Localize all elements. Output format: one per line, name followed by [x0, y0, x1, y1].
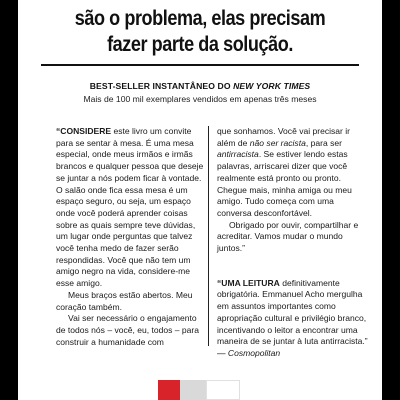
bestseller-title: BEST-SELLER INSTANTÂNEO DO NEW YORK TIMES: [89, 81, 311, 91]
review-lead: “UMA LEITURA: [217, 277, 280, 288]
bestseller-subtitle: Mais de 100 mil exemplares vendidos em apenas três meses: [83, 94, 317, 104]
quote-right-column: [208, 126, 369, 358]
barcode-grey-tab: [180, 380, 206, 400]
review-source: — Cosmopolitan: [217, 347, 281, 358]
quote-left-column: [56, 126, 208, 348]
quote-paragraph-2: Meus braços estão abertos. Meu coração também.: [56, 289, 193, 312]
barcode-white-tab: [206, 380, 240, 400]
bestseller-source: NEW YORK TIMES: [233, 81, 311, 91]
quote-paragraph-3: Vai ser necessário o engajamento de todos nós – você, eu, todos – para construir a humanidade com: [56, 313, 200, 347]
divider-rule: [41, 64, 359, 66]
quote-paragraph-4: que sonhamos. Você vai precisar ir além de não ser racista, para ser antirracista. Se estiver lendo estas palavras, arriscarei dizer que você realmente está pronto ou pronto. Chegue mais, minha amiga ou meu amigo. Tudo começa com uma conversa desconfortável.: [217, 126, 352, 218]
headline-line-2: fazer parte da solução.: [107, 33, 293, 56]
quote-paragraph-5: Obrigado por ouvir, compartilhar e acreditar. Vamos mudar o mundo juntos.”: [217, 219, 359, 254]
quote-lead: “CONSIDERE: [56, 126, 112, 136]
quote-paragraph-1: “CONSIDERE este livro um convite para se sentar à mesa. É uma mesa especial, onde meus irmãos e irmãs brancos e qualquer pessoa que deseje se juntar a nós podem ficar à vontade. O salão onde fica essa mesa é um espaço seguro, ou seja, um espaço onde você poderá aprender coisas sobre as quais sempre teve dúvidas, um lugar onde perguntas que talvez você tenha medo de fazer serão respondidas. Você que não tem um amigo negro na vida, considere-me esse amigo.: [56, 126, 204, 289]
headline-line-1: são o problema, elas precisam: [74, 7, 326, 30]
barcode-red-tab: [158, 380, 180, 400]
book-back-cover: [18, 0, 382, 400]
review-cosmopolitan: “UMA LEITURA definitivamente obrigatória. Emmanuel Acho mergulha em assuntos importantes como apropriação cultural e privilégio branco, incentivando o leitor a encontrar uma maneira de se juntar à luta antirracista.” — Cosmopolitan: [217, 277, 368, 358]
